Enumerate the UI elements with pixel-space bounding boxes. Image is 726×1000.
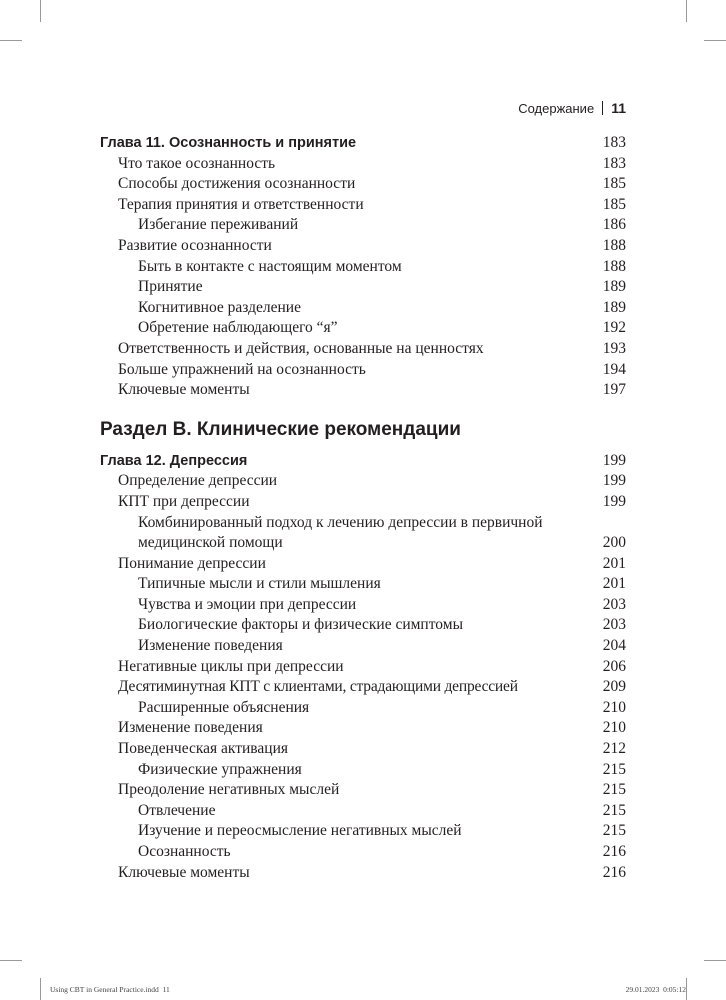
table-of-contents	[100, 133, 626, 883]
running-head-divider	[602, 101, 603, 115]
print-slug-date: 29.01.2023 0:05:12	[625, 985, 686, 994]
toc-entry[interactable]: Поведенческая активация 212	[118, 740, 626, 758]
toc-entry[interactable]: Ответственность и действия, основанные на ценностях 193	[118, 339, 626, 357]
toc-subentry[interactable]: Физические упражнения 215	[138, 760, 626, 778]
print-slug-file: Using CBT in General Practice.indd 11	[50, 985, 170, 994]
toc-entry[interactable]: Больше упражнений на осознанность 194	[118, 360, 626, 378]
section-heading: Раздел B. Клинические рекомендации	[100, 418, 461, 440]
toc-subentry[interactable]: Изменение поведения 204	[138, 637, 626, 655]
toc-entry[interactable]: Изменение поведения 210	[118, 719, 626, 737]
toc-entry[interactable]: Негативные циклы при депрессии 206	[118, 657, 626, 675]
toc-subentry[interactable]: Типичные мысли и стили мышления 201	[138, 575, 626, 593]
toc-subentry[interactable]: Отвлечение 215	[138, 801, 626, 819]
toc-subentry[interactable]: Расширенные объяснения 210	[138, 698, 626, 716]
toc-subentry[interactable]: Чувства и эмоции при депрессии 203	[138, 595, 626, 613]
toc-entry[interactable]: КПТ при депрессии 199	[118, 492, 626, 510]
toc-subentry[interactable]: Обретение наблюдающего “я” 192	[138, 319, 626, 337]
crop-mark	[40, 0, 41, 22]
crop-mark	[704, 40, 726, 41]
toc-subentry[interactable]: Изучение и переосмысление негативных мыслей 215	[138, 822, 626, 840]
toc-subentry[interactable]: Когнитивное разделение 189	[138, 298, 626, 316]
toc-chapter-11[interactable]: Глава 11. Осознанность и принятие 183	[100, 134, 626, 151]
toc-subentry[interactable]: Биологические факторы и физические симптомы 203	[138, 616, 626, 634]
page-number: 11	[611, 100, 626, 116]
toc-subentry[interactable]: Избегание переживаний 186	[138, 216, 626, 234]
toc-subentry[interactable]: Осознанность 216	[138, 843, 626, 860]
running-head	[518, 100, 626, 116]
toc-entry[interactable]: Определение депрессии 199	[118, 472, 626, 490]
toc-entry[interactable]: Развитие осознанности 188	[118, 236, 626, 254]
crop-mark	[0, 960, 22, 961]
toc-entry[interactable]: Преодоление негативных мыслей 215	[118, 781, 626, 799]
toc-subentry[interactable]: Быть в контакте с настоящим моментом 188	[138, 257, 626, 275]
crop-mark	[40, 978, 41, 1000]
toc-entry[interactable]: Ключевые моменты 197	[118, 381, 626, 399]
toc-entry[interactable]: Что такое осознанность 183	[118, 154, 626, 172]
toc-entry[interactable]: Десятиминутная КПТ с клиентами, страдающими депрессией 209	[118, 678, 626, 696]
crop-mark	[704, 960, 726, 961]
toc-subentry[interactable]: Принятие 189	[138, 278, 626, 296]
crop-mark	[686, 0, 687, 22]
toc-chapter-12[interactable]: Глава 12. Депрессия 199	[100, 451, 626, 469]
toc-entry[interactable]: Терапия принятия и ответственности 185	[118, 195, 626, 213]
crop-mark	[0, 40, 22, 41]
toc-subentry[interactable]: Комбинированный подход к лечению депрессии в первичной медицинской помощи 200	[138, 513, 626, 552]
toc-entry[interactable]: Способы достижения осознанности 185	[118, 175, 626, 193]
crop-mark	[686, 978, 687, 1000]
toc-entry[interactable]: Понимание депрессии 201	[118, 554, 626, 572]
toc-entry[interactable]: Ключевые моменты 216	[118, 863, 626, 881]
running-head-section: Содержание	[518, 100, 595, 116]
